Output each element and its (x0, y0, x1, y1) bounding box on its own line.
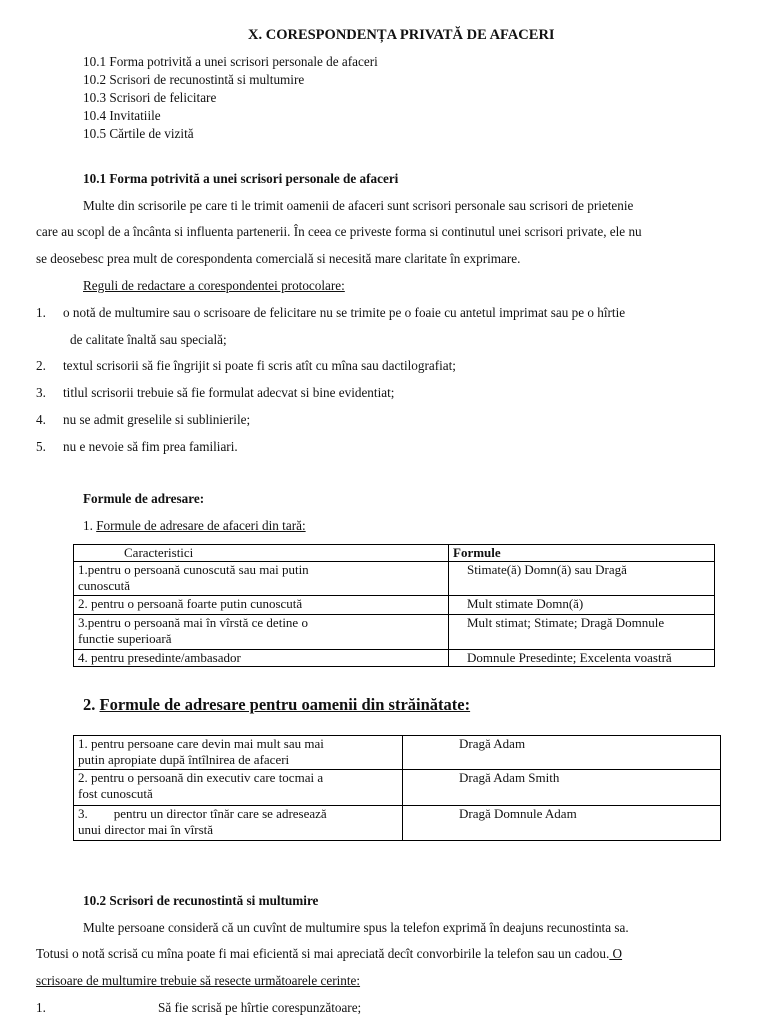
table-row (74, 736, 721, 770)
list-item: nu se admit greselile si sublinierile; (63, 412, 251, 427)
list-number: 2. (36, 358, 46, 373)
table-header-row (74, 545, 715, 562)
list-number: 4. (36, 412, 46, 427)
table-cell: Dragă Adam Smith (403, 770, 721, 806)
toc-item: 10.1 Forma potrivită a unei scrisori personale de afaceri (83, 54, 378, 69)
paragraph-line: Multe din scrisorile pe care ti le trimit oamenii de afaceri sunt scrisori personale sau scrisori de prietenie (83, 198, 634, 213)
table-cell: Dragă Domnule Adam (403, 806, 721, 841)
list-item: Să fie scrisă pe hîrtie corespunzătoare; (158, 1000, 362, 1015)
domestic-formulas-table (73, 544, 715, 667)
list-number: 3. (36, 385, 46, 400)
list-item: textul scrisorii să fie îngrijit si poate fi scris atît cu mîna sau dactilografiat; (63, 358, 456, 373)
list-item: o notă de multumire sau o scrisoare de felicitare nu se trimite pe o foaie cu antetul imprimat sau pe o hîrtie (63, 305, 626, 320)
toc-item: 10.3 Scrisori de felicitare (83, 90, 217, 105)
list-item-continuation: de calitate înaltă sau specială; (70, 332, 227, 347)
section-heading: 10.2 Scrisori de recunostintă si multumire (83, 893, 319, 908)
list-item: titlul scrisorii trebuie să fie formulat adecvat si bine evidentiat; (63, 385, 395, 400)
table-header-cell: Formule (449, 545, 715, 562)
page-title: X. CORESPONDENȚA PRIVATĂ DE AFACERI (248, 27, 555, 43)
paragraph-line: scrisoare de multumire trebuie să resecte următoarele cerinte: (36, 973, 361, 988)
foreign-formulas-table (73, 735, 721, 841)
table-cell: 3.pentru o persoană mai în vîrstă ce detine o functie superioară (74, 615, 449, 650)
table-cell: Domnule Presedinte; Excelenta voastră (449, 650, 715, 667)
subheading-2 (83, 695, 470, 715)
table-cell: 2. pentru o persoană din executiv care tocmai a fost cunoscută (74, 770, 403, 806)
table-row (74, 615, 715, 650)
table-cell: Mult stimate Domn(ă) (449, 596, 715, 615)
section-heading: Formule de adresare: (83, 491, 205, 506)
table-cell: 1. pentru persoane care devin mai mult sau mai putin apropiate după întîlnirea de afaceri (74, 736, 403, 770)
subheading-number: 2. (83, 695, 96, 714)
toc-item: 10.4 Invitatiile (83, 108, 161, 123)
table-header-cell: Caracteristici (74, 545, 449, 562)
paragraph-line: se deosebesc prea mult de corespondenta comercială si necesită mare claritate în exprimare. (36, 251, 521, 266)
rules-title: Reguli de redactare a corespondentei protocolare: (83, 278, 345, 293)
list-number: 1. (36, 305, 46, 320)
table-cell: Stimate(ă) Domn(ă) sau Dragă (449, 562, 715, 596)
subheading-1 (83, 518, 306, 534)
subheading-text: Formule de adresare de afaceri din tară: (96, 518, 306, 533)
table-cell: 4. pentru presedinte/ambasador (74, 650, 449, 667)
table-row (74, 562, 715, 596)
table-cell: Mult stimat; Stimate; Dragă Domnule (449, 615, 715, 650)
table-row (74, 596, 715, 615)
toc-item: 10.2 Scrisori de recunostintă si multumire (83, 72, 305, 87)
paragraph-line: care au scopl de a încânta si influenta partenerii. În ceea ce priveste forma si continutul unei scrisori private, ele nu (36, 224, 642, 239)
table-cell: 1.pentru o persoană cunoscută sau mai putin cunoscută (74, 562, 449, 596)
list-number: 1. (36, 1000, 46, 1015)
list-number: 5. (36, 439, 46, 454)
table-row (74, 650, 715, 667)
paragraph-line: Totusi o notă scrisă cu mîna poate fi mai eficientă si mai apreciată decît convorbirile la telefon sau un cadou. O (36, 946, 623, 961)
table-cell: Dragă Adam (403, 736, 721, 770)
table-cell: 3. pentru un director tînăr care se adresează unui director mai în vîrstă (74, 806, 403, 841)
subheading-number: 1. (83, 518, 93, 533)
section-heading: 10.1 Forma potrivită a unei scrisori personale de afaceri (83, 171, 399, 186)
table-row (74, 770, 721, 806)
toc-item: 10.5 Cărtile de vizită (83, 126, 194, 141)
table-row (74, 806, 721, 841)
list-item: nu e nevoie să fim prea familiari. (63, 439, 238, 454)
table-cell: 2. pentru o persoană foarte putin cunoscută (74, 596, 449, 615)
subheading-text: Formule de adresare pentru oamenii din străinătate: (99, 695, 471, 714)
paragraph-line: Multe persoane consideră că un cuvînt de multumire spus la telefon exprimă în deajuns recunostinta sa. (83, 920, 629, 935)
